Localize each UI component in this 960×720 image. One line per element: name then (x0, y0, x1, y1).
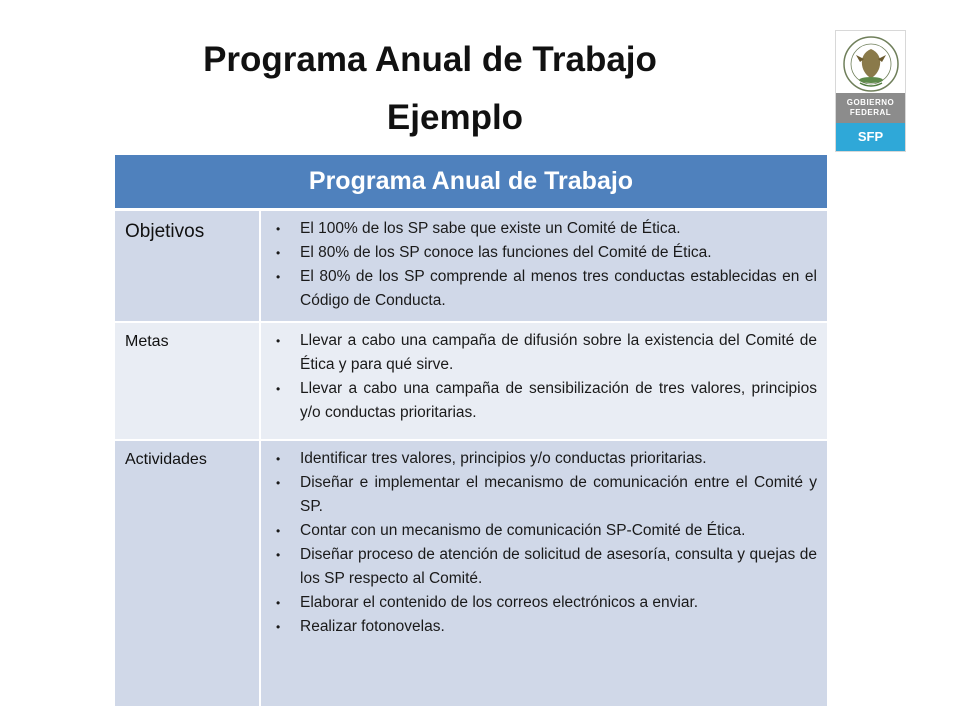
bullet-icon: • (276, 548, 281, 562)
list-item (271, 543, 817, 591)
coat-of-arms-seal-icon (842, 35, 900, 93)
bullet-icon: • (276, 270, 281, 284)
bullet-icon: • (276, 382, 281, 396)
logo-band (836, 93, 905, 123)
logo-band-line1: GOBIERNO (846, 98, 895, 107)
list-item-text: El 100% de los SP sabe que existe un Comité de Ética. (300, 220, 681, 237)
list-item-text: Diseñar e implementar el mecanismo de comunicación entre el Comité y SP. (300, 474, 817, 515)
bullet-icon: • (276, 596, 281, 610)
table-header: Programa Anual de Trabajo (115, 155, 827, 211)
list-item (271, 615, 817, 639)
bullet-icon: • (276, 222, 281, 236)
bullet-icon: • (276, 524, 281, 538)
list-item-text: Llevar a cabo una campaña de difusión sobre la existencia del Comité de Ética y para qué sirve. (300, 332, 817, 373)
list-item-text: Llevar a cabo una campaña de sensibilización de tres valores, principios y/o conductas prioritarias. (300, 380, 817, 421)
government-logo (835, 30, 906, 152)
list-item (271, 591, 817, 615)
row-label-actividades: Actividades (115, 441, 261, 706)
row-body-metas (261, 323, 827, 439)
bullet-icon: • (276, 334, 281, 348)
work-program-table (115, 155, 827, 708)
list-item-text: Identificar tres valores, principios y/o conductas prioritarias. (300, 450, 707, 467)
list-item (271, 447, 817, 471)
list-item (271, 265, 817, 313)
list-item-text: Elaborar el contenido de los correos electrónicos a enviar. (300, 594, 699, 611)
list-item-text: El 80% de los SP conoce las funciones del Comité de Ética. (300, 244, 712, 261)
bullet-icon: • (276, 620, 281, 634)
page-subtitle: Ejemplo (386, 98, 524, 137)
bullet-icon: • (276, 246, 281, 260)
row-label-objetivos: Objetivos (115, 211, 261, 321)
bullet-icon: • (276, 476, 281, 490)
table-row-metas (115, 323, 827, 441)
table-row-actividades (115, 441, 827, 708)
table-row-objetivos (115, 211, 827, 323)
list-item (271, 471, 817, 519)
list-item (271, 329, 817, 377)
list-item-text: Contar con un mecanismo de comunicación SP-Comité de Ética. (300, 522, 746, 539)
list-item (271, 241, 817, 265)
logo-agency: SFP (836, 123, 905, 151)
row-body-actividades (261, 441, 827, 706)
list-item (271, 217, 817, 241)
list-item (271, 377, 817, 425)
logo-band-line2: FEDERAL (849, 108, 892, 117)
row-label-metas: Metas (115, 323, 261, 439)
list-item-text: El 80% de los SP comprende al menos tres conductas establecidas en el Código de Conducta. (300, 268, 817, 309)
row-body-objetivos (261, 211, 827, 321)
list-item-text: Realizar fotonovelas. (300, 618, 445, 635)
list-item-text: Diseñar proceso de atención de solicitud de asesoría, consulta y quejas de los SP respecto al Comité. (300, 546, 817, 587)
list-item (271, 519, 817, 543)
bullet-icon: • (276, 452, 281, 466)
page-title: Programa Anual de Trabajo (203, 40, 657, 79)
